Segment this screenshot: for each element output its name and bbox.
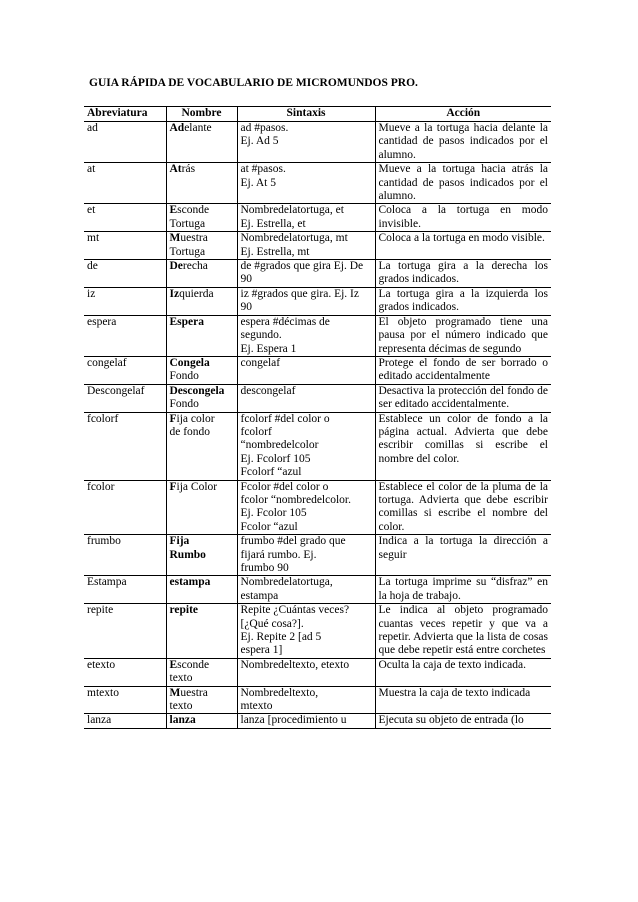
cell-abreviatura: fcolorf xyxy=(84,412,166,480)
table-body xyxy=(84,122,551,729)
nombre-bold: At xyxy=(169,163,182,176)
cell-abreviatura: frumbo xyxy=(84,535,166,576)
cell-accion: Establece el color de la pluma de la tortuga. Advierta que debe escribir comillas si escribe el nombre del color. xyxy=(375,480,551,535)
nombre-bold: Fija Rumbo xyxy=(169,535,206,561)
cell-accion: La tortuga gira a la izquierda los grados indicados. xyxy=(375,287,551,315)
nombre-bold: Congela xyxy=(169,356,210,369)
cell-nombre xyxy=(166,604,237,659)
cell-sintaxis: descongelaf xyxy=(237,384,375,412)
cell-abreviatura: lanza xyxy=(84,714,166,728)
table-row xyxy=(84,163,551,204)
nombre-bold: M xyxy=(169,232,181,245)
cell-sintaxis: Nombredeltexto, etexto xyxy=(237,658,375,686)
cell-accion: Oculta la caja de texto indicada. xyxy=(375,658,551,686)
table-header-row xyxy=(84,107,551,122)
table-row xyxy=(84,260,551,288)
cell-sintaxis: lanza [procedimiento u xyxy=(237,714,375,728)
table-row xyxy=(84,315,551,356)
nombre-rest: sconde Tortuga xyxy=(169,204,210,230)
nombre-bold: lanza xyxy=(169,714,196,727)
cell-sintaxis: fcolorf #del color o fcolorf “nombredelcolor Ej. Fcolorf 105 Fcolorf “azul xyxy=(237,412,375,480)
cell-accion: Ejecuta su objeto de entrada (lo xyxy=(375,714,551,728)
cell-sintaxis: Nombredelatortuga, estampa xyxy=(237,576,375,604)
cell-accion: Muestra la caja de texto indicada xyxy=(375,686,551,714)
table-row xyxy=(84,412,551,480)
cell-abreviatura: espera xyxy=(84,315,166,356)
cell-nombre xyxy=(166,714,237,728)
nombre-rest: rás xyxy=(181,163,196,176)
vocabulary-table xyxy=(84,106,551,729)
cell-abreviatura: mt xyxy=(84,232,166,260)
cell-accion: Protege el fondo de ser borrado o editado accidentalmente xyxy=(375,356,551,384)
nombre-bold: repite xyxy=(169,604,199,617)
cell-sintaxis: Nombredelatortuga, mt Ej. Estrella, mt xyxy=(237,232,375,260)
table-row xyxy=(84,232,551,260)
cell-nombre xyxy=(166,315,237,356)
nombre-bold: F xyxy=(169,412,177,425)
cell-accion: El objeto programado tiene una pausa por el número indicado que representa décimas de segundo xyxy=(375,315,551,356)
header-accion: Acción xyxy=(375,107,551,122)
table-row xyxy=(84,356,551,384)
cell-accion: Desactiva la protección del fondo de ser editado accidentalmente. xyxy=(375,384,551,412)
cell-abreviatura: et xyxy=(84,204,166,232)
cell-accion: La tortuga imprime su “disfraz” en la hoja de trabajo. xyxy=(375,576,551,604)
cell-nombre xyxy=(166,260,237,288)
cell-sintaxis: de #grados que gira Ej. De 90 xyxy=(237,260,375,288)
table-row xyxy=(84,535,551,576)
cell-nombre xyxy=(166,480,237,535)
nombre-bold: F xyxy=(169,480,177,493)
header-abreviatura: Abreviatura xyxy=(84,107,166,122)
cell-abreviatura: fcolor xyxy=(84,480,166,535)
nombre-bold: E xyxy=(169,204,178,217)
cell-sintaxis: congelaf xyxy=(237,356,375,384)
cell-abreviatura: repite xyxy=(84,604,166,659)
table-row xyxy=(84,686,551,714)
cell-sintaxis: Nombredelatortuga, et Ej. Estrella, et xyxy=(237,204,375,232)
cell-abreviatura: de xyxy=(84,260,166,288)
nombre-bold: E xyxy=(169,658,178,671)
cell-nombre xyxy=(166,535,237,576)
header-sintaxis: Sintaxis xyxy=(237,107,375,122)
cell-accion: Coloca a la tortuga en modo invisible. xyxy=(375,204,551,232)
nombre-rest: Fondo xyxy=(169,370,199,383)
nombre-bold: De xyxy=(169,260,183,273)
cell-nombre xyxy=(166,412,237,480)
cell-abreviatura: at xyxy=(84,163,166,204)
cell-sintaxis: Repite ¿Cuántas veces? [¿Qué cosa?]. Ej. Repite 2 [ad 5 espera 1] xyxy=(237,604,375,659)
table-row xyxy=(84,122,551,163)
cell-accion: Le indica al objeto programado cuantas veces repetir y que va a repetir. Advierta que la lista de cosas que debe repetir está entre corchetes xyxy=(375,604,551,659)
nombre-rest: uestra Tortuga xyxy=(169,232,208,258)
cell-nombre xyxy=(166,686,237,714)
nombre-bold: Descongela xyxy=(169,384,225,397)
nombre-rest: elante xyxy=(184,122,212,134)
cell-sintaxis: espera #décimas de segundo. Ej. Espera 1 xyxy=(237,315,375,356)
nombre-rest: recha xyxy=(182,260,208,273)
cell-accion: Coloca a la tortuga en modo visible. xyxy=(375,232,551,260)
cell-sintaxis: ad #pasos. Ej. Ad 5 xyxy=(237,122,375,163)
table-row xyxy=(84,714,551,728)
cell-sintaxis: at #pasos. Ej. At 5 xyxy=(237,163,375,204)
nombre-rest: ija Color xyxy=(176,480,218,493)
cell-nombre xyxy=(166,287,237,315)
cell-accion: Mueve a la tortuga hacia delante la cantidad de pasos indicados por el alumno. xyxy=(375,122,551,163)
cell-nombre xyxy=(166,576,237,604)
header-nombre: Nombre xyxy=(166,107,237,122)
table-row xyxy=(84,204,551,232)
cell-abreviatura: Estampa xyxy=(84,576,166,604)
document-title: GUIA RÁPIDA DE VOCABULARIO DE MICROMUNDOS PRO. xyxy=(89,77,418,89)
cell-sintaxis: Fcolor #del color o fcolor “nombredelcolor. Ej. Fcolor 105 Fcolor “azul xyxy=(237,480,375,535)
table-row xyxy=(84,658,551,686)
nombre-rest: quierda xyxy=(179,287,214,300)
nombre-rest: sconde texto xyxy=(169,658,210,685)
table-row xyxy=(84,384,551,412)
cell-nombre xyxy=(166,163,237,204)
cell-accion: Mueve a la tortuga hacia atrás la cantidad de pasos indicados por el alumno. xyxy=(375,163,551,204)
cell-nombre xyxy=(166,384,237,412)
cell-abreviatura: mtexto xyxy=(84,686,166,714)
cell-abreviatura: etexto xyxy=(84,658,166,686)
cell-nombre xyxy=(166,658,237,686)
cell-abreviatura: iz xyxy=(84,287,166,315)
nombre-bold: M xyxy=(169,686,181,699)
nombre-rest: Fondo xyxy=(169,398,199,411)
cell-sintaxis: frumbo #del grado que fijará rumbo. Ej. frumbo 90 xyxy=(237,535,375,576)
cell-nombre xyxy=(166,232,237,260)
nombre-bold: estampa xyxy=(169,576,211,589)
cell-sintaxis: iz #grados que gira. Ej. Iz 90 xyxy=(237,287,375,315)
cell-abreviatura: Descongelaf xyxy=(84,384,166,412)
cell-abreviatura: congelaf xyxy=(84,356,166,384)
nombre-bold: Espera xyxy=(169,315,204,328)
table-row xyxy=(84,480,551,535)
table-row xyxy=(84,287,551,315)
nombre-rest: ija color de fondo xyxy=(169,412,215,438)
nombre-rest: uestra texto xyxy=(169,686,208,713)
cell-sintaxis: Nombredeltexto, mtexto xyxy=(237,686,375,714)
cell-nombre xyxy=(166,204,237,232)
cell-accion: Indica a la tortuga la dirección a seguir xyxy=(375,535,551,576)
cell-nombre xyxy=(166,356,237,384)
cell-accion: Establece un color de fondo a la página actual. Advierta que debe escribir comillas si escribe el nombre del color. xyxy=(375,412,551,480)
table-row xyxy=(84,576,551,604)
nombre-bold: Iz xyxy=(169,287,180,300)
cell-abreviatura: ad xyxy=(84,122,166,163)
cell-accion: La tortuga gira a la derecha los grados indicados. xyxy=(375,260,551,288)
nombre-bold: Ad xyxy=(169,122,185,134)
cell-nombre xyxy=(166,122,237,163)
table-row xyxy=(84,604,551,659)
